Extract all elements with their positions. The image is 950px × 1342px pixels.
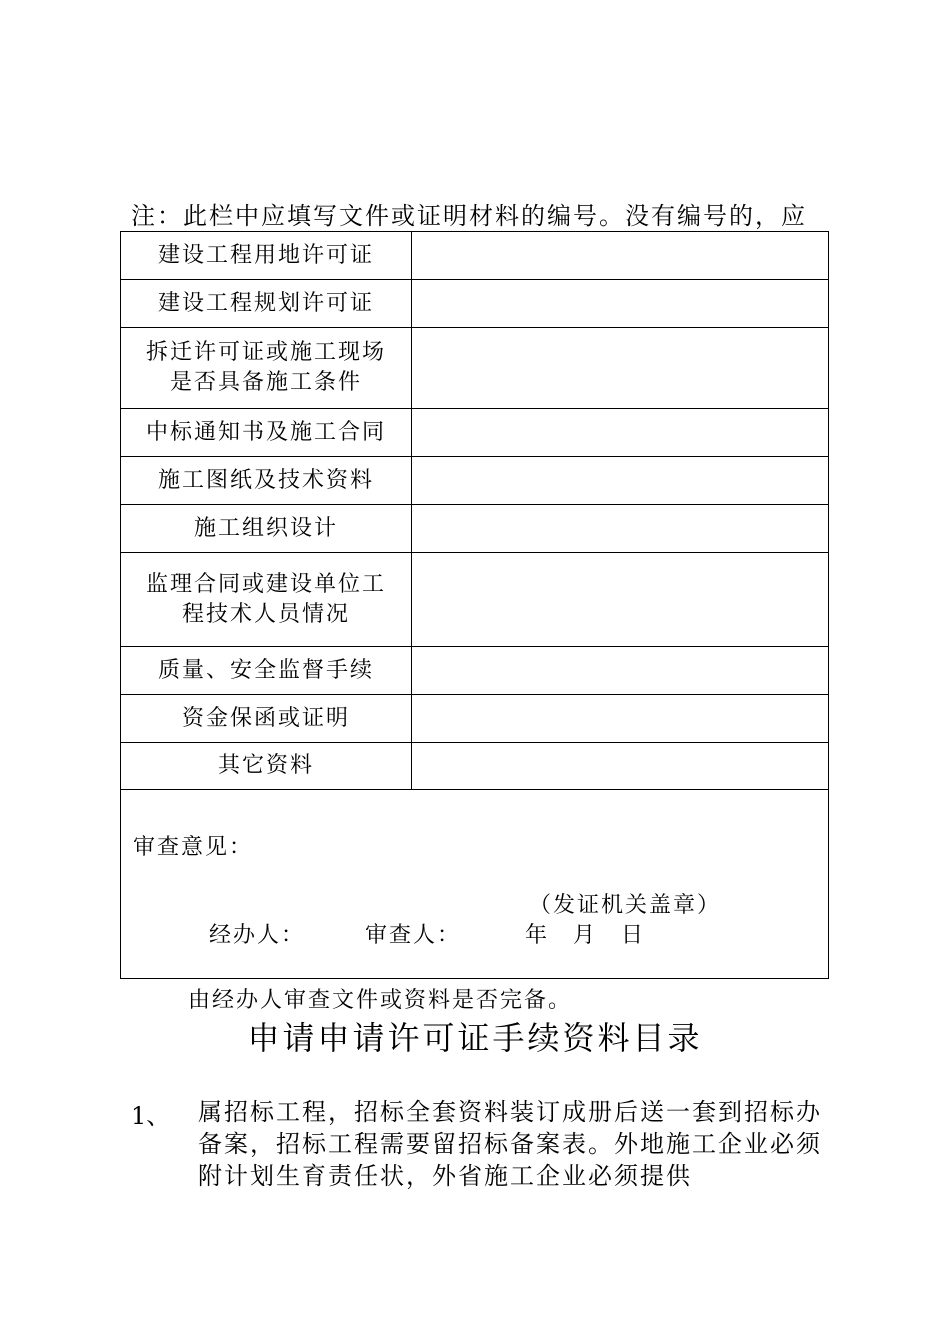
row-label [121,743,412,790]
table-row [121,232,829,280]
row-value-cell[interactable] [412,505,829,553]
review-title: 审查意见： [133,835,254,860]
row-label-line: 是否具备施工条件 [169,370,362,395]
row-label-line: 施工图纸及技术资料 [157,467,374,493]
issuer-stamp-note: （发证机关盖章） [529,893,722,918]
table-note: 注：此栏中应填写文件或证明材料的编号。没有编号的，应 [131,202,807,230]
row-label-line: 监理合同或建设单位工 [145,571,386,597]
date-field: 年 月 日 [525,923,646,948]
table-row [121,328,829,409]
row-label-line: 程技术人员情况 [181,601,350,627]
reviewer-signature-label: 审查人： [365,923,462,948]
row-label [121,232,412,280]
row-label-line: 中标通知书及施工合同 [145,419,386,445]
row-value-cell[interactable] [412,743,829,790]
row-value-cell[interactable] [412,457,829,505]
row-label-line: 施工组织设计 [193,515,338,541]
table-note-continued: 由经办人审查文件或资料是否完备。 [188,988,573,1013]
row-value-cell[interactable] [412,232,829,280]
row-value-cell[interactable] [412,409,829,457]
row-value-cell[interactable] [412,553,829,647]
row-label-line: 拆迁许可证或施工现场 [145,340,386,365]
table-row [121,505,829,553]
row-label-line: 资金保函或证明 [181,705,350,731]
table-row [121,280,829,328]
document-checklist-table [120,231,829,979]
review-section [121,790,828,978]
row-value-cell[interactable] [412,328,829,409]
row-value-cell[interactable] [412,280,829,328]
row-label [121,647,412,695]
row-label [121,328,412,409]
row-label-line: 其它资料 [217,753,314,778]
table-row [121,647,829,695]
row-label [121,695,412,743]
table-row [121,409,829,457]
table-row [121,695,829,743]
row-label [121,409,412,457]
list-item-number: 1、 [131,1102,171,1130]
row-label-line: 建设工程用地许可证 [157,242,374,268]
list-item-text: 属招标工程，招标全套资料装订成册后送一套到招标办备案，招标工程需要留招标备案表。外地施工企业必须附计划生育责任状，外省施工企业必须提供 [198,1098,822,1190]
review-row [121,790,829,979]
row-label [121,505,412,553]
handler-signature-label: 经办人： [209,923,306,948]
row-label-line: 质量、安全监督手续 [157,657,374,683]
table-row [121,457,829,505]
review-cell [121,790,829,979]
row-label [121,553,412,647]
table-row [121,743,829,790]
row-value-cell[interactable] [412,695,829,743]
row-label [121,280,412,328]
row-label-line: 建设工程规划许可证 [157,290,374,316]
row-label [121,457,412,505]
section-title: 申请申请许可证手续资料目录 [247,1019,703,1057]
table-row [121,553,829,647]
row-value-cell[interactable] [412,647,829,695]
